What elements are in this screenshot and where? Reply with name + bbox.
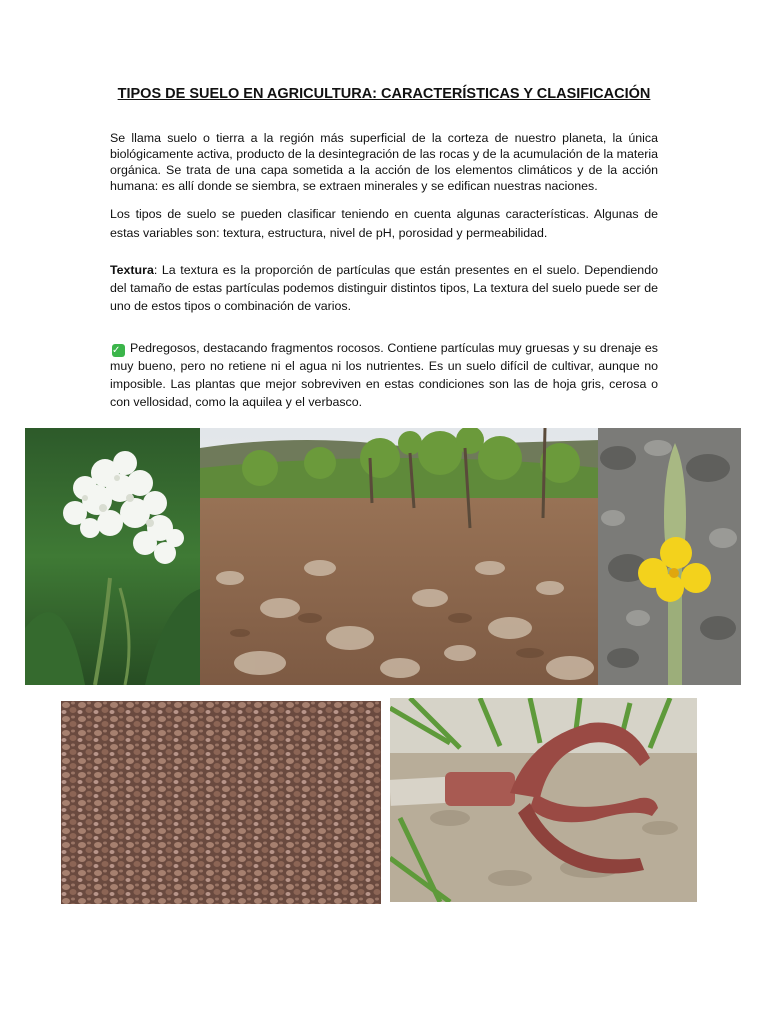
hoe-photo [390,698,697,902]
checkmark-icon: ✓ [112,344,125,357]
stony-bullet-text: Pedregosos, destacando fragmentos rocosos. Contiene partículas muy gruesas y su drenaje es muy bueno, pero no retiene ni el agua ni los nutrientes. Es un suelo difícil de cultivar, aunque no imposible. Las plantas que mejor sobreviven en estas condiciones son las de hoja gris, cerosa o con vellosidad, como la aquilea y el verbasco. [110,341,658,409]
yarrow-photo [25,428,203,685]
gravel-photo [61,701,381,904]
stony-bullet-paragraph [110,339,658,411]
document-title: TIPOS DE SUELO EN AGRICULTURA: CARACTERÍSTICAS Y CLASIFICACIÓN [117,86,651,102]
texture-text: : La textura es la proporción de partículas que están presentes en el suelo. Dependiendo del tamaño de estas partículas podemos distinguir distintos tipos, La textura del suelo puede ser de uno de estos tipos o combinación de varios. [110,263,658,313]
vineyard-photo [200,428,600,685]
verbascum-photo [598,428,741,685]
intro-paragraph: Se llama suelo o tierra a la región más superficial de la corteza de nuestro planeta, la única biológicamente activa, producto de la desintegración de las rocas y de la acumulación de la materia orgánica. Se trata de una capa sometida a la acción de los elementos climáticos y de la acción humana: es allí donde se siembra, se extraen minerales y se edifican nuestras naciones. [110,131,658,193]
classification-paragraph: Los tipos de suelo se pueden clasificar teniendo en cuenta algunas características. Algunas de estas variables son: textura, estructura, nivel de pH, porosidad y permeabilidad. [110,207,658,240]
texture-paragraph [110,261,658,315]
texture-label: Textura [110,263,154,277]
